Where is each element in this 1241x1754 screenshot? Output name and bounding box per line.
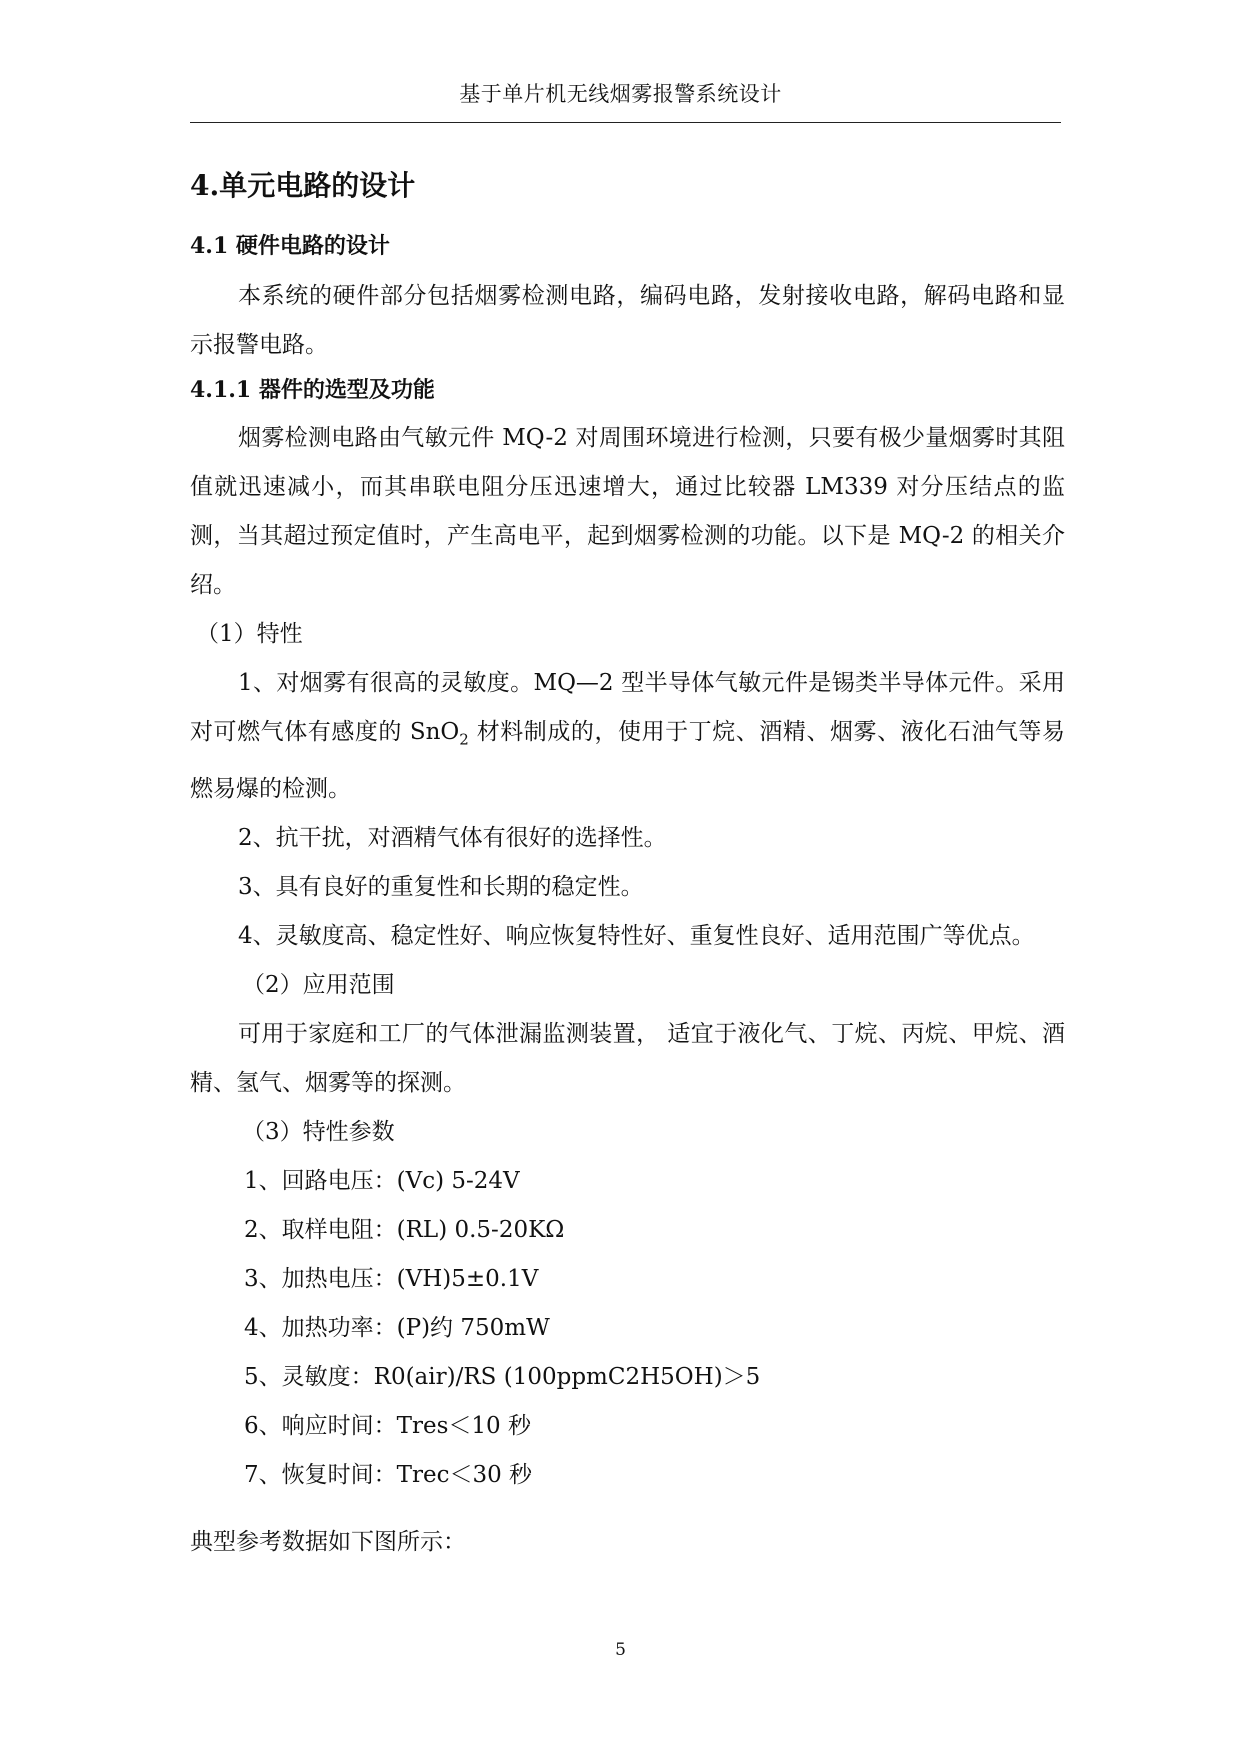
feature-item-1-subscript: 2	[459, 730, 469, 749]
feature-item-1-text-a: 1、对烟雾有很高的灵敏度。MQ—2 型半导体气敏元件是锡类半导体元件。采用对可燃气体有感度的 SnO	[190, 670, 1065, 745]
page-number: 5	[615, 1640, 626, 1660]
header-rule	[190, 122, 1061, 123]
feature-item-1	[190, 659, 1065, 814]
hardware-paragraph: 本系统的硬件部分包括烟雾检测电路，编码电路，发射接收电路，解码电路和显示报警电路。	[190, 283, 1065, 358]
parameter-item: 1、回路电压：(Vc) 5-24V	[244, 1167, 520, 1194]
section-title: 4.单元电路的设计	[190, 169, 416, 202]
features-heading: （1）特性	[196, 621, 303, 647]
document-body	[190, 160, 1065, 1567]
parameter-item: 2、取样电阻：(RL) 0.5-20KΩ	[244, 1216, 565, 1243]
feature-item-4: 4、灵敏度高、稳定性好、响应恢复特性好、重复性良好、适用范围广等优点。	[238, 922, 1035, 949]
page-header: 基于单片机无线烟雾报警系统设计	[459, 82, 782, 106]
application-heading: （2）应用范围	[242, 971, 395, 998]
components-paragraph: 烟雾检测电路由气敏元件 MQ-2 对周围环境进行检测，只要有极少量烟雾时其阻值就迅速减小，而其串联电阻分压迅速增大，通过比较器 LM339 对分压结点的监测，当其超过预定值时，产生高电平，起到烟雾检测的功能。以下是 MQ-2 的相关介绍。	[190, 425, 1065, 598]
parameter-item: 3、加热电压：(VH)5±0.1V	[244, 1265, 539, 1292]
subsection-title-components: 4.1.1 器件的选型及功能	[190, 377, 435, 403]
feature-item-3: 3、具有良好的重复性和长期的稳定性。	[238, 873, 644, 900]
parameter-item: 7、恢复时间：Trec＜30 秒	[244, 1461, 533, 1488]
parameter-item: 6、响应时间：Tres＜10 秒	[244, 1412, 531, 1439]
subsection-title-hardware: 4.1 硬件电路的设计	[190, 233, 390, 259]
feature-item-1-text-b: 材料制成的，使用于丁烷、酒精、烟雾、液化石油气等易燃易爆的检测。	[190, 719, 1065, 802]
parameters-heading: （3）特性参数	[242, 1118, 395, 1145]
reference-line: 典型参考数据如下图所示：	[190, 1528, 466, 1555]
parameter-item: 5、灵敏度：R0(air)/RS (100ppmC2H5OH)＞5	[244, 1363, 761, 1390]
feature-item-2: 2、抗干扰，对酒精气体有很好的选择性。	[238, 824, 667, 851]
parameter-item: 4、加热功率：(P)约 750mW	[244, 1314, 550, 1341]
application-paragraph: 可用于家庭和工厂的气体泄漏监测装置， 适宜于液化气、丁烷、丙烷、甲烷、酒精、氢气、烟雾等的探测。	[190, 1020, 1065, 1096]
